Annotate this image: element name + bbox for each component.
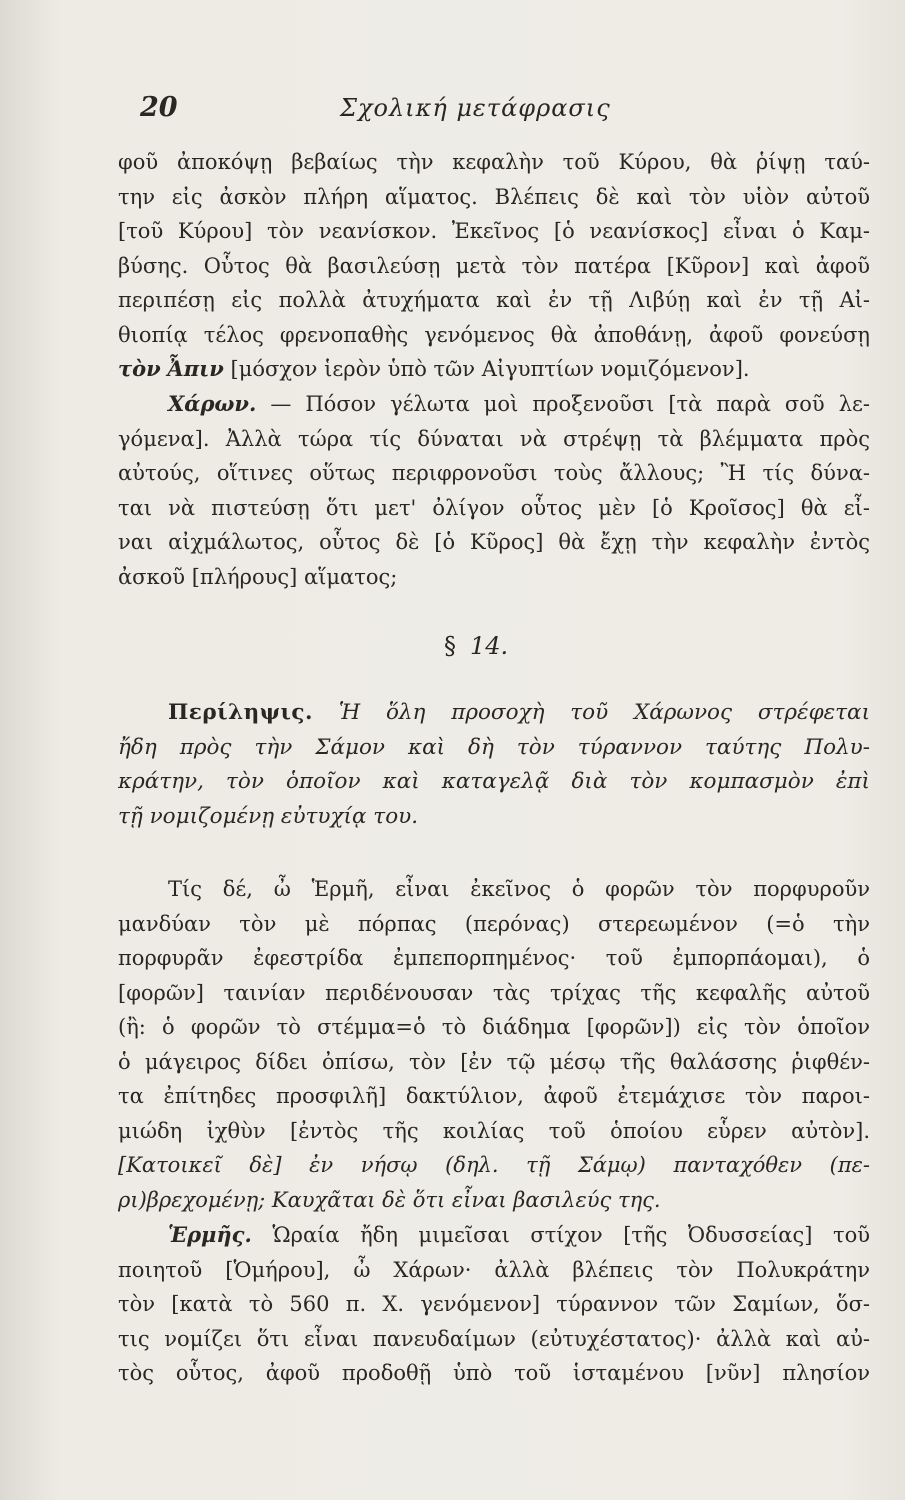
text-line: ἤδη πρὸς τὴν Σάμον καὶ δὴ τὸν τύραννον ταύτης Πολυ- bbox=[118, 734, 870, 760]
running-title: Σχολική μετάφρασις bbox=[340, 94, 611, 122]
text-span: Ἡ ὅλη προσοχὴ τοῦ Χάρωνος στρέφεται bbox=[338, 700, 870, 725]
section-symbol: § bbox=[444, 632, 456, 660]
text-line: πορφυρᾶν ἐφεστρίδα ἐμπεπορπημένος· τοῦ ἐμπορπάομαι), ὁ bbox=[118, 946, 870, 970]
text-line: Τίς δέ, ὦ Ἑρμῆ, εἶναι ἐκεῖνος ὁ φορῶν τὸν πορφυροῦν bbox=[168, 877, 870, 901]
text-span: — Πόσον γέλωτα μοὶ προξενοῦσι [τὰ παρὰ σοῦ λε- bbox=[270, 392, 870, 416]
text-line: μιώδη ἰχθὺν [ἐντὸς τῆς κοιλίας τοῦ ὁποίου εὗρεν αὐτὸν]. bbox=[118, 1118, 870, 1143]
text-line bbox=[118, 352, 870, 387]
text-line: [Κατοικεῖ δὲ] ἐν νήσῳ (δηλ. τῇ Σάμῳ) πανταχόθεν (πε- bbox=[118, 1153, 870, 1177]
speaker-charon: Χάρων. bbox=[168, 391, 257, 416]
text-line: τις νομίζει ὅτι εἶναι πανευδαίμων (εὐτυχέστατος)· ἀλλὰ καὶ αὐ- bbox=[118, 1326, 870, 1351]
text-line bbox=[118, 1218, 870, 1253]
text-line: περιπέσῃ εἰς πολλὰ ἀτυχήματα καὶ ἐν τῇ Λιβύῃ καὶ ἐν τῇ Αἰ- bbox=[118, 288, 870, 312]
text-line: ἀσκοῦ [πλήρους] αἵματος; bbox=[118, 564, 398, 589]
text-line: τῇ νομιζομένῃ εὐτυχίᾳ του. bbox=[118, 803, 419, 829]
text-line: ὁ μάγειρος δίδει ὀπίσω, τὸν [ἐν τῷ μέσῳ τῆς θαλάσσης ῥιφθέν- bbox=[118, 1049, 870, 1074]
section-heading bbox=[444, 632, 508, 660]
text-line: ρι)βρεχομένῃ; Καυχᾶται δὲ ὅτι εἶναι βασιλεύς της. bbox=[118, 1187, 661, 1212]
text-line: τα ἐπίτηδες προσφιλῆ] δακτύλιον, ἀφοῦ ἐτεμάχισε τὸν παροι- bbox=[118, 1084, 870, 1108]
text-line: ποιητοῦ [Ὁμήρου], ὦ Χάρων· ἀλλὰ βλέπεις τὸν Πολυκράτην bbox=[118, 1257, 870, 1282]
text-line: φοῦ ἀποκόψῃ βεβαίως τὴν κεφαλὴν τοῦ Κύρου, θὰ ῥίψῃ ταύ- bbox=[118, 150, 870, 174]
text-line: τὸν [κατὰ τὸ 560 π. Χ. γενόμενον] τύραννον τῶν Σαμίων, ὅσ- bbox=[118, 1292, 870, 1316]
text-line: την εἰς ἀσκὸν πλήρη αἵματος. Βλέπεις δὲ καὶ τὸν υἱὸν αὐτοῦ bbox=[118, 184, 870, 209]
text-line bbox=[118, 696, 870, 731]
paragraph-2 bbox=[118, 387, 870, 594]
page-header bbox=[140, 92, 860, 132]
text-line: θιοπίᾳ τέλος φρενοπαθὴς γενόμενος θὰ ἀποθάνῃ, ἀφοῦ φονεύσῃ bbox=[118, 322, 870, 347]
text-line: [τοῦ Κύρου] τὸν νεανίσκον. Ἐκεῖνος [ὁ νεανίσκος] εἶναι ὁ Καμ- bbox=[118, 219, 870, 243]
text-line: τὸς οὗτος, ἀφοῦ προδοθῇ ὑπὸ τοῦ ἱσταμένου [νῦν] πλησίον bbox=[118, 1361, 870, 1385]
text-line bbox=[118, 387, 870, 422]
summary-lead: Περίληψις. bbox=[168, 700, 314, 725]
text-line: μανδύαν τὸν μὲ πόρπας (περόνας) στερεωμένον (=ὁ τὴν bbox=[118, 911, 870, 936]
text-line: γόμενα]. Ἀλλὰ τώρα τίς δύναται νὰ στρέψῃ τὰ βλέμματα πρὸς bbox=[118, 426, 870, 451]
apis-name: Ἆπιν bbox=[167, 356, 224, 381]
paragraph-4 bbox=[118, 1218, 870, 1391]
paragraph-3 bbox=[118, 872, 870, 1217]
apis-rest: [μόσχον ἱερὸν ὑπὸ τῶν Αἰγυπτίων νομιζόμενον]. bbox=[230, 357, 750, 381]
text-line: ται νὰ πιστεύσῃ ὅτι μετ' ὀλίγον οὗτος μὲν [ὁ Κροῖσος] θὰ εἶ- bbox=[118, 495, 870, 520]
text-span: Ὡραία ἤδη μιμεῖσαι στίχον [τῆς Ὀδυσσείας] τοῦ bbox=[272, 1223, 870, 1247]
section-number: 14. bbox=[470, 632, 509, 660]
text-line: (ἢ: ὁ φορῶν τὸ στέμμα=ὁ τὸ διάδημα [φορῶν]) εἰς τὸν ὁποῖον bbox=[118, 1015, 870, 1039]
apis-prefix: τὸν bbox=[118, 356, 161, 381]
summary-paragraph bbox=[118, 696, 870, 834]
text-line: κράτην, τὸν ὁποῖον καὶ καταγελᾷ διὰ τὸν κομπασμὸν ἐπὶ bbox=[118, 769, 870, 794]
text-line: αὐτούς, οἵτινες οὕτως περιφρονοῦσι τοὺς ἄλλους; Ἢ τίς δύνα- bbox=[118, 461, 870, 485]
page-number: 20 bbox=[140, 92, 178, 123]
speaker-hermes: Ἑρμῆς. bbox=[168, 1222, 252, 1247]
text-line: ναι αἰχμάλωτος, οὗτος δὲ [ὁ Κῦρος] θὰ ἔχῃ τὴν κεφαλὴν ἐντὸς bbox=[118, 530, 870, 554]
paragraph-1 bbox=[118, 145, 870, 387]
text-line: βύσης. Οὗτος θὰ βασιλεύσῃ μετὰ τὸν πατέρα [Κῦρον] καὶ ἀφοῦ bbox=[118, 253, 870, 278]
text-line: [φορῶν] ταινίαν περιδένουσαν τὰς τρίχας τῆς κεφαλῆς αὐτοῦ bbox=[118, 980, 870, 1005]
